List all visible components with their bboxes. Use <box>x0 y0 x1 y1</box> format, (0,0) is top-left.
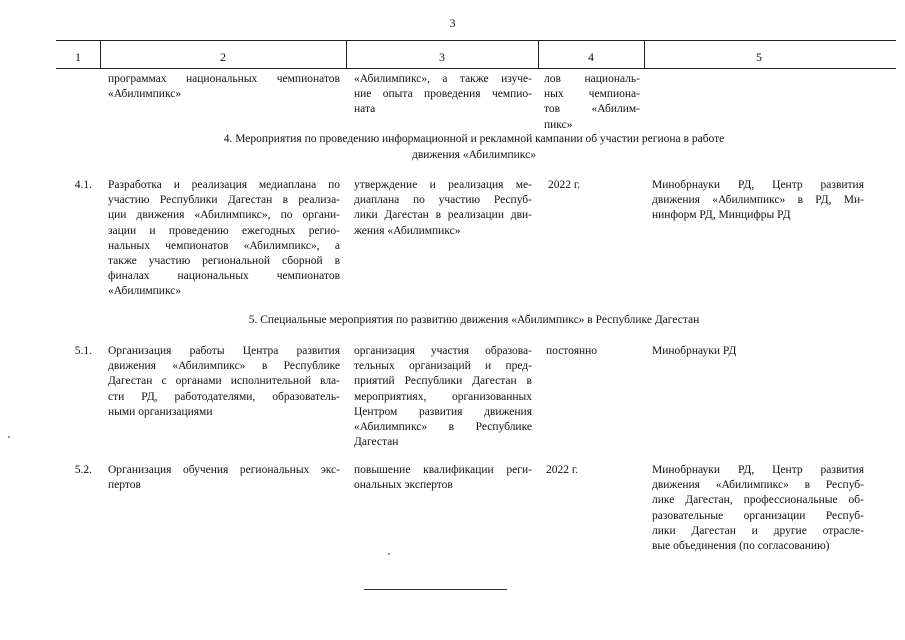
row-5-2-col4: 2022 г. <box>546 464 579 476</box>
text-line: «Абилимпикс» <box>108 285 182 298</box>
text-line: нинформ РД, Минцифры РД <box>652 209 791 222</box>
row-5-2-col3 <box>354 463 532 493</box>
text-line: приятий Республики Дагестан в <box>354 375 532 388</box>
text-line: жения «Абилимпикс» <box>354 224 461 237</box>
row-4-1-col4: 2022 г. <box>548 179 581 191</box>
row-4-1-col5 <box>652 178 864 224</box>
text-line: повышение квалификации реги- <box>354 464 532 476</box>
text-line: движения «Абилимпикс» в Республике <box>108 360 340 373</box>
text-line: Организация обучения региональных экс- <box>108 464 340 476</box>
section-5-heading: 5. Специальные мероприятия по развитию движения «Абилимпикс» в Республике Дагестан <box>248 314 700 326</box>
scan-speck <box>8 436 10 438</box>
text-line: лике Дагестан, профессиональные об- <box>652 494 864 507</box>
text-line: программах национальных чемпионатов <box>108 73 340 85</box>
text-line: Минобрнауки РД, Центр развития <box>652 464 864 476</box>
header-col-2: 2 <box>220 50 226 64</box>
row-4-1-col2 <box>108 178 340 300</box>
text-line: сти РД, работодателями, образователь- <box>108 390 340 403</box>
header-col-4: 4 <box>588 50 594 64</box>
text-line: разовательные организации Респуб- <box>652 509 864 522</box>
text-line: диаплана по участию Респуб- <box>354 194 532 207</box>
text-line: участию Республики Дагестан в реализа- <box>108 194 340 207</box>
text-line: зации и проведению ежегодных регио- <box>108 224 340 237</box>
section-4-title-line1: 4. Мероприятия по проведению информационной и рекламной кампании об участии региона в работе <box>223 133 725 145</box>
row-5-1-col4: постоянно <box>546 345 598 357</box>
row-5-2-col2 <box>108 463 340 493</box>
continued-col3 <box>354 72 532 118</box>
row-4-1-col3 <box>354 178 532 239</box>
text-line: движения «Абилимпикс» в РД, Ми- <box>652 194 864 207</box>
row-5-2-col5 <box>652 463 864 554</box>
text-line: Разработка и реализация медиаплана по <box>108 179 340 191</box>
text-line: Дагестан с органами исполнительной вла- <box>108 375 340 388</box>
text-line: «Абилимпикс» <box>108 88 182 101</box>
header-col-5: 5 <box>756 50 762 64</box>
header-col-3: 3 <box>439 50 445 64</box>
section-4-heading <box>100 132 848 163</box>
text-line: лики Дагестан и другие отрасле- <box>652 524 864 537</box>
continued-col4 <box>544 72 640 133</box>
text-line: ными организациями <box>108 405 213 418</box>
text-line: ната <box>354 103 376 116</box>
text-line: пертов <box>108 479 141 492</box>
text-line: ных чемпиона- <box>544 88 640 101</box>
text-line: Минобрнауки РД, Центр развития <box>652 179 864 191</box>
text-line: нальных чемпионатов «Абилимпикс», а <box>108 239 340 252</box>
row-5-1-col5 <box>652 344 864 359</box>
text-line: пикс» <box>544 118 573 131</box>
row-number: 5.2. <box>74 464 92 476</box>
text-line: организация участия образова- <box>354 345 532 357</box>
text-line: Центром развития движения <box>354 405 532 418</box>
text-line: мероприятиях, организованных <box>354 390 532 403</box>
bottom-divider <box>364 589 507 590</box>
text-line: Минобрнауки РД <box>652 345 737 357</box>
text-line: вые объединения (по согласованию) <box>652 540 830 553</box>
page-number: 3 <box>449 16 456 30</box>
text-line: тельных организаций и пред- <box>354 360 532 373</box>
text-line: «Абилимпикс», а также изуче- <box>354 73 532 85</box>
text-line: «Абилимпикс» в Республике <box>354 421 532 434</box>
text-line: движения «Абилимпикс» в Респуб- <box>652 479 864 492</box>
row-number: 4.1. <box>74 179 92 191</box>
row-5-1-col2 <box>108 344 340 420</box>
text-line: ции движения «Абилимпикс», по органи- <box>108 209 340 222</box>
section-4-title-line2: движения «Абилимпикс» <box>412 148 536 161</box>
text-line: лов националь- <box>544 73 640 85</box>
continued-col2 <box>108 72 340 102</box>
text-line: ональных экспертов <box>354 479 453 492</box>
text-line: Организация работы Центра развития <box>108 345 340 357</box>
text-line: также участию региональной сборной в <box>108 255 340 268</box>
scan-speck <box>388 553 390 555</box>
text-line: лики Дагестан в реализации дви- <box>354 209 532 222</box>
text-line: утверждение и реализация ме- <box>354 179 532 191</box>
header-col-1: 1 <box>75 50 81 64</box>
text-line: ние опыта проведения чемпио- <box>354 88 532 101</box>
row-number: 5.1. <box>74 345 92 357</box>
text-line: Дагестан <box>354 436 399 449</box>
text-line: тов «Абилим- <box>544 103 640 116</box>
row-5-1-col3 <box>354 344 532 450</box>
text-line: финалах национальных чемпионатов <box>108 270 340 283</box>
